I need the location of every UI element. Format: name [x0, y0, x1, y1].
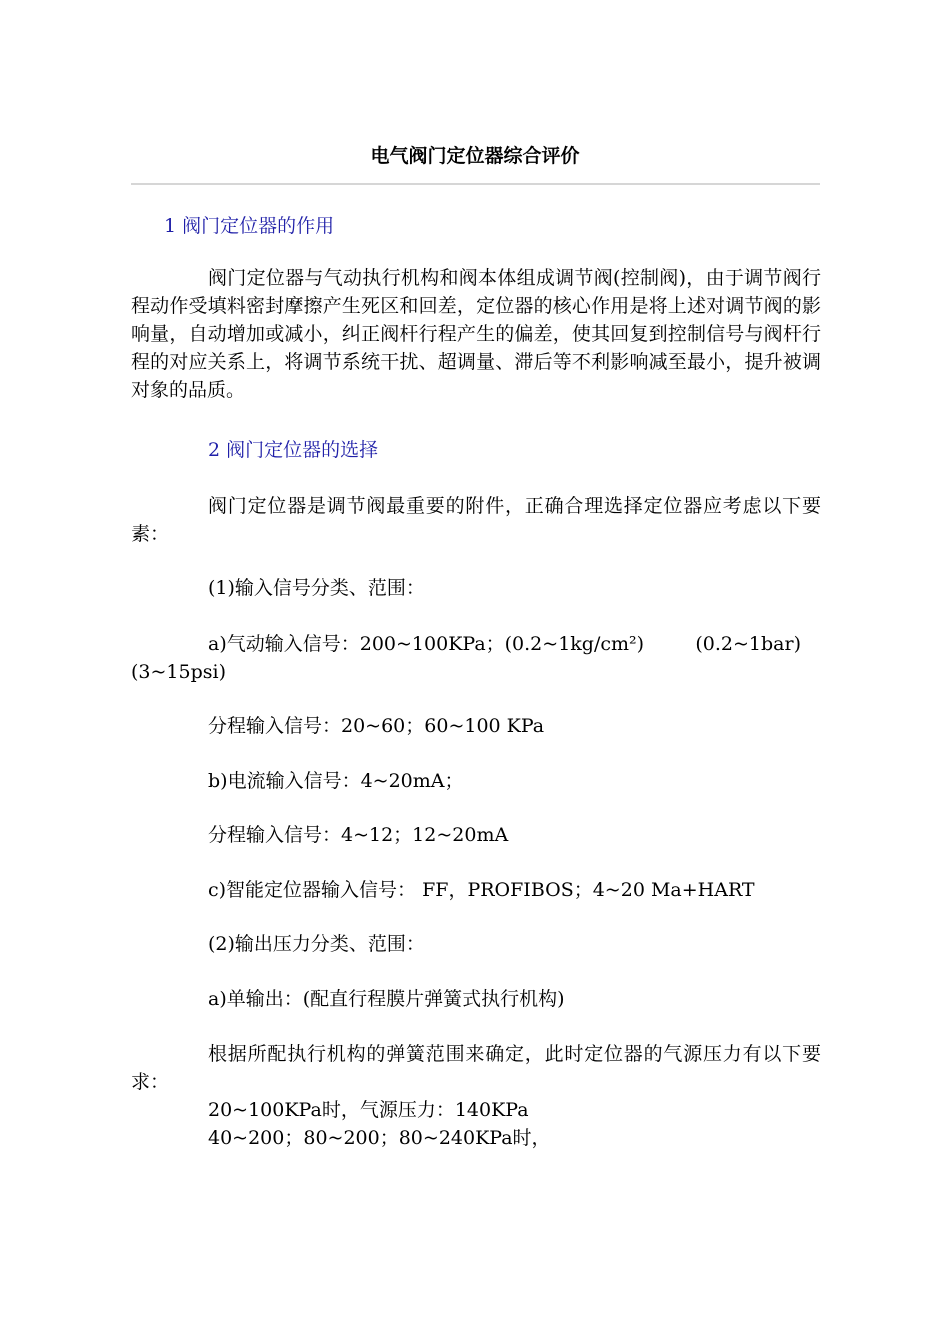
- current-input-signal: b)电流输入信号：4~20mA；: [208, 770, 464, 792]
- section-2-intro: 阀门定位器是调节阀最重要的附件，正确合理选择定位器应考虑以下要素：: [131, 495, 821, 545]
- section-2-heading: 2 阀门定位器的选择: [208, 439, 379, 461]
- title-divider: [131, 183, 820, 185]
- pneumatic-input-main: a)气动输入信号：200~100KPa；(0.2~1kg/cm²): [208, 633, 645, 655]
- pneumatic-input-bar: (0.2~1bar): [695, 633, 801, 655]
- supply-pressure-paragraph: 根据所配执行机构的弹簧范围来确定，此时定位器的气源压力有以下要求：: [131, 1043, 821, 1093]
- section-1-heading: 1 阀门定位器的作用: [164, 215, 335, 237]
- pneumatic-split-range: 分程输入信号：20~60；60~100 KPa: [208, 715, 545, 737]
- supply-pressure-line-2: 40~200；80~200；80~240KPa时，: [208, 1127, 551, 1149]
- input-signal-heading: (1)输入信号分类、范围：: [208, 577, 425, 599]
- section-1-paragraph: 阀门定位器与气动执行机构和阀本体组成调节阀(控制阀)，由于调节阀行程动作受填料密封摩擦产生死区和回差，定位器的核心作用是将上述对调节阀的影响量，自动增加或减小，纠正阀杆行程产生的偏差，使其回复到控制信号与阀杆行程的对应关系上，将调节系统干扰、超调量、滞后等不利影响减至最小，提升被调对象的品质。: [131, 267, 821, 401]
- smart-positioner-input: c)智能定位器输入信号： FF，PROFIBOS；4~20 Ma+HART: [208, 879, 755, 901]
- output-pressure-heading: (2)输出压力分类、范围：: [208, 933, 425, 955]
- single-output-item: a)单输出：(配直行程膜片弹簧式执行机构): [208, 988, 565, 1010]
- pneumatic-input-psi: (3~15psi): [131, 661, 226, 683]
- pneumatic-input-line: [131, 630, 821, 658]
- document-title: 电气阀门定位器综合评价: [370, 145, 580, 167]
- supply-pressure-line-1: 20~100KPa时，气源压力：140KPa: [208, 1099, 529, 1121]
- current-split-range: 分程输入信号：4~12；12~20mA: [208, 824, 509, 846]
- pneumatic-input-item: [131, 630, 821, 686]
